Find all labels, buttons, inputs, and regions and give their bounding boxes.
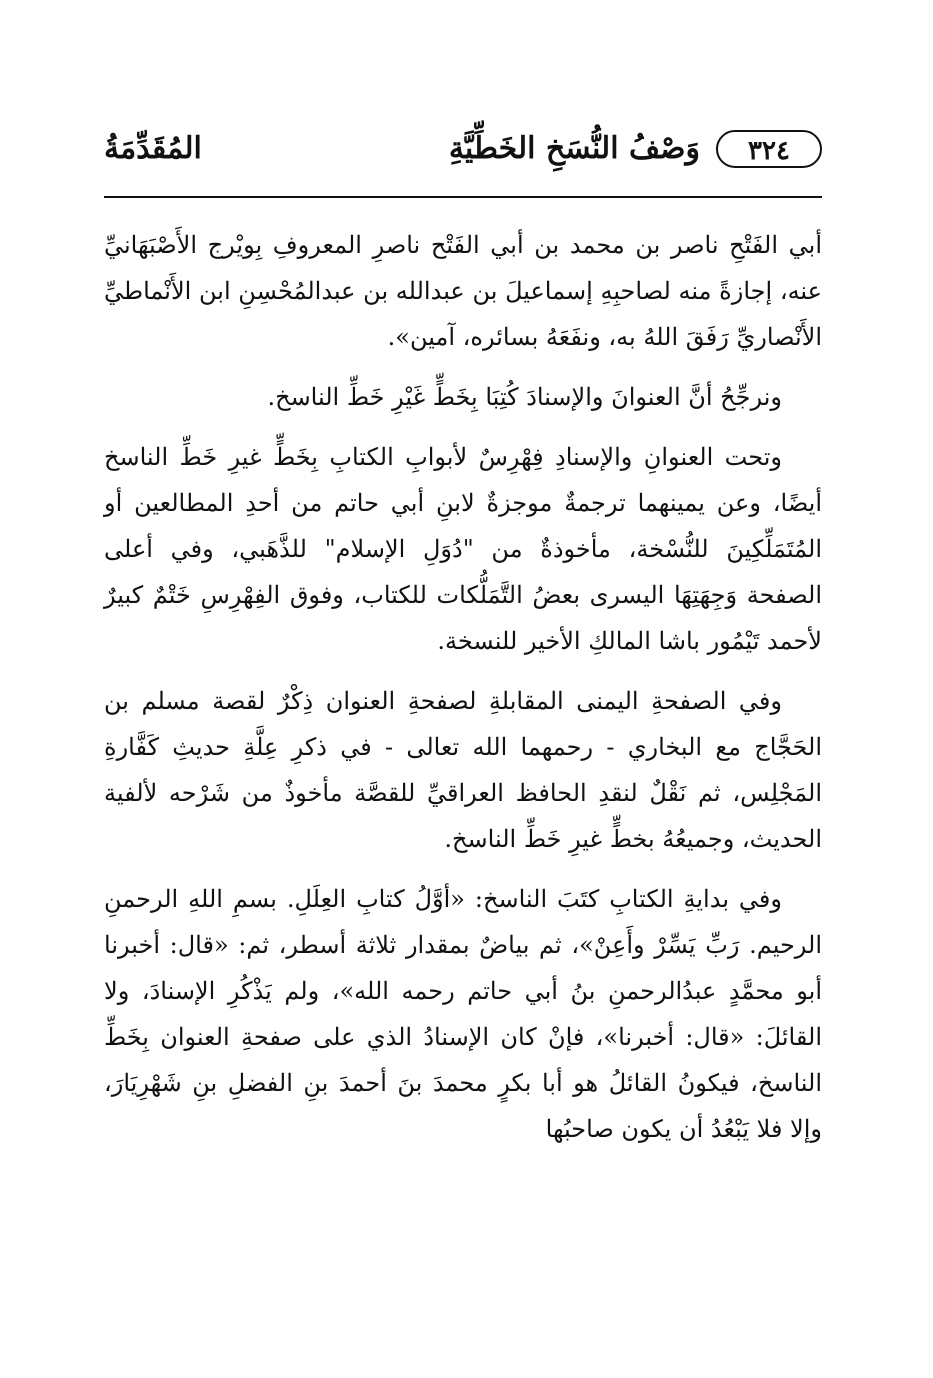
page-number: ٣٢٤: [716, 130, 822, 168]
section-title: وَصْفُ النُّسَخِ الخَطِّيَّةِ: [448, 131, 700, 166]
paragraph: ونرجِّحُ أنَّ العنوانَ والإسنادَ كُتِبَا بِخَطٍّ غَيْرِ خَطِّ الناسخ.: [267, 383, 782, 411]
paragraph: أبي الفَتْحِ ناصر بن محمد بن أبي الفَتْح ناصرِ المعروفِ بِويْرج الأَصْبَهَانيِّ عنه، إجازةً منه لصاحبِهِ إسماعيلَ بن عبدالله بن عبدالمُحْسِنِ ابن الأَنْماطيِّ الأَنْصاريِّ رَفَقَ اللهُ به، ونفَعَهُ بسائره، آمين».: [104, 231, 822, 351]
paragraph: وتحت العنوانِ والإسنادِ فِهْرِسٌ لأبوابِ الكتابِ بِخَطٍّ غيرِ خَطِّ الناسخ أيضًا، وعن يمينهما ترجمةٌ موجزةٌ لابنِ أبي حاتم من أحدِ المطالعين أو المُتَمَلِّكِينَ للنُّسْخة، مأخوذةٌ من "دُوَلِ الإسلام" للذَّهَبي، وفي أعلى الصفحة وَجِهَتِهَا اليسرى بعضُ التَّمَلُّكات للكتاب، وفوق الفِهْرِسِ خَتْمٌ كبيرٌ لأحمد تَيْمُور باشا المالكِ الأخير للنسخة.: [104, 443, 822, 655]
paragraph: وفي الصفحةِ اليمنى المقابلةِ لصفحةِ العنوان ذِكْرٌ لقصة مسلم بن الحَجَّاج مع البخاري - رحمهما الله تعالى - في ذكرِ عِلَّةِ حديثِ كَفَّارةِ المَجْلِس، ثم نَقْلٌ لنقدِ الحافظ العراقيِّ للقصَّة مأخوذٌ من شَرْحه لألفية الحديث، وجميعُهُ بخطٍّ غيرِ خَطِّ الناسخ.: [104, 687, 822, 853]
running-header: [104, 128, 822, 188]
chapter-title: المُقَدِّمَةُ: [104, 131, 202, 166]
body-text: [104, 222, 822, 1166]
header-divider: [104, 196, 822, 198]
paragraph: وفي بدايةِ الكتابِ كتَبَ الناسخ: «أوَّلُ كتابِ العِلَلِ. بسمِ اللهِ الرحمنِ الرحيم. رَبِّ يَسِّرْ وأَعِنْ»، ثم بياضٌ بمقدار ثلاثة أسطر، ثم: «قال: أخبرنا أبو محمَّدٍ عبدُالرحمنِ بنُ أبي حاتم رحمه الله»، ولم يَذْكُرِ الإسنادَ، ولا القائلَ: «قال: أخبرنا»، فإنْ كان الإسنادُ الذي على صفحةِ العنوان بِخَطِّ الناسخ، فيكونُ القائلُ هو أبا بكرٍ محمدَ بنَ أحمدَ بنِ الفضلِ بنِ شَهْرِيَارَ، وإلا فلا يَبْعُدُ أن يكون صاحبُها: [104, 885, 822, 1143]
